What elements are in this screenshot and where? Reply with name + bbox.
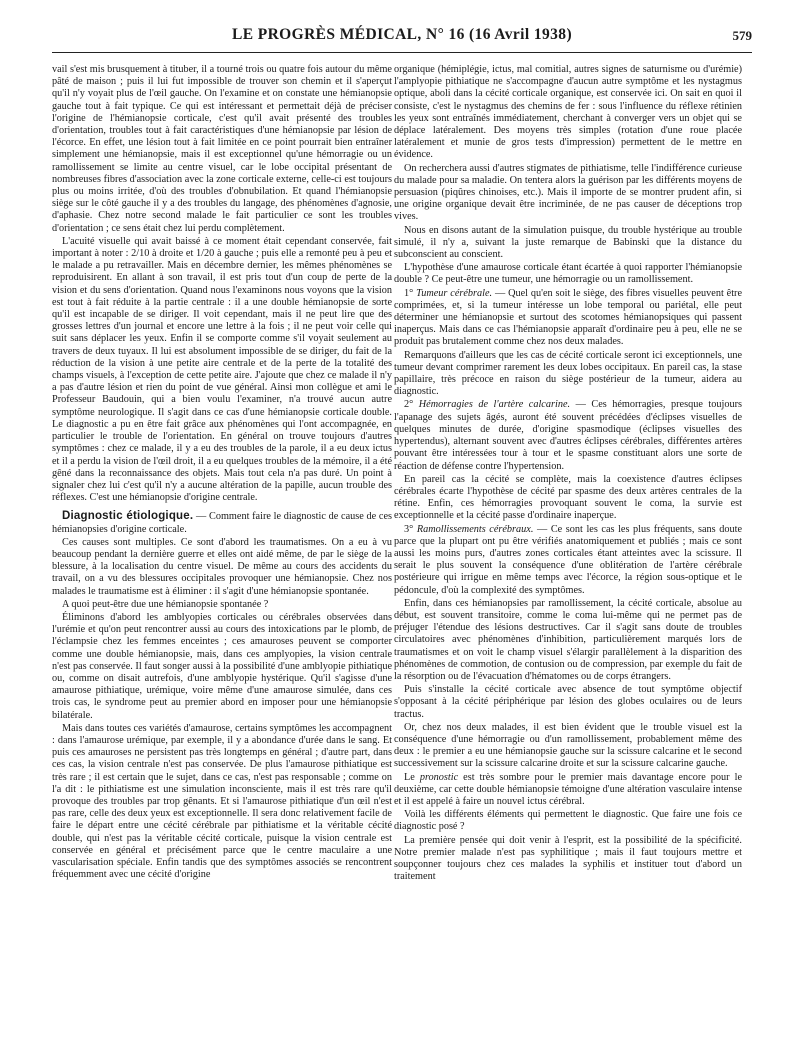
page-header bbox=[52, 14, 752, 53]
subsection-number: 2° bbox=[404, 399, 419, 411]
paragraph bbox=[394, 772, 742, 809]
subsection-paragraph bbox=[394, 524, 742, 597]
section-heading: Diagnostic étiologique. bbox=[62, 510, 194, 523]
paragraph-text: — Quel qu'en soit le siège, des fibres visuelles peuvent être comprimées, et, si la tumeur intéresse un lobe temporal ou pariétal, elle peut déterminer une hémianopsie et surtout des scotomes hémianopsiques qui passent inaperçus. Mais dans ce cas l'hémianopsie apparaît d'ordinaire peu à peu, elle ne se produit pas brutalement comme chez nos deux malades. bbox=[394, 287, 742, 348]
subsection-title: Hémorragies de l'artère calcarine. bbox=[418, 399, 571, 411]
subsection-title: Tumeur cérébrale. bbox=[416, 287, 493, 299]
right-column bbox=[394, 64, 742, 1049]
paragraph-text: est très sombre pour le premier mais davantage encore pour le deuxième, car cette double hémianopsie témoigne d'une altération vasculaire intense et il est appelé à faire un nouvel ictus cérébral. bbox=[394, 771, 742, 807]
paragraph: Voilà les différents éléments qui permettent le diagnostic. Que faire une fois ce diagnostic posé ? bbox=[394, 809, 742, 833]
paragraph: Ces causes sont multiples. Ce sont d'abord les traumatismes. On a eu à vu beaucoup pendant la dernière guerre et elles ont aidé même, de par le siège de la blessure, à la localisation du centre visuel. De même au cours des accidents du travail, on a vu des blessures occipitales provoquer une hémianopsie. Chez nos malades le traumatisme est à éliminer : il s'agit d'une hémianopsie spontanée. bbox=[52, 536, 392, 597]
paragraph: vail s'est mis brusquement à tituber, il a tourné trois ou quatre fois autour du même pâté de maison ; puis il lui fut impossible de trouver son chemin et il s'aperçut qu'il n'y voyait plus de l'œil gauche. On l'examine et on constate une hémianopsie gauche tout à fait typique. Ce qui est intéressant et permettait déjà de préciser l'origine de l'hémianopsie corticale, c'est qu'il avait présenté des troubles d'orientation, troubles tout à fait caractéristiques d'une hémianopsie par lésion de l'écorce. En effet, une lésion tout à fait limitée en ce point pourrait bien entraîner simplement une hémianopsie, mais il est exceptionnel qu'une hémorragie ou un ramollissement se limite au centre visuel, car le lobe occipital présentant de nombreuses fibres d'association avec la zone corticale externe, celle-ci est toujours plus ou moins irritée, d'où des troubles d'obnubilation. Et quand l'hémianopsie siège sur le côté gauche il y a des troubles du langage, des phénomènes d'agnosie, d'aphasie. Chez notre second malade le fait particulier ce sont les troubles d'orientation ; ce sens était chez lui perdu complètement. bbox=[52, 64, 392, 234]
paragraph: Éliminons d'abord les amblyopies corticales ou cérébrales observées dans l'urémie et qu'on peut rencontrer aussi au cours des intoxications par le plomb, de l'éclampsie chez les femmes enceintes ; ces amauroses peuvent se comporter comme une double hémianopsie, mais, dans ces amplyopies, la vision centrale n'est pas conservée. Il faut songer aussi à la possibilité d'une amblyopie pithiatique ou, comme on disait autrefois, d'une amblyopie hystérique. Qu'il s'agisse d'une amaurose pithiatique, urémique, voire même d'une amaurose simulée, dans ces trois cas, le syndrome peut au premier abord en imposer pour une hémianopsie bilatérale. bbox=[52, 611, 392, 721]
paragraph: organique (hémiplégie, ictus, mal comitial, autres signes de saturnisme ou d'urémie) l'amplyopie pithiatique ne s'accompagne d'aucun autre symptôme et les nystagmus optique, aboli dans la cécité corticale organique, est conservée ici. On sait en quoi il consiste, c'est le nystagmus des chemins de fer : sous l'influence du réflexe rétinien les yeux sont entraînés immédiatement, cherchant à converger vers un objet qui se déplace latéralement. Des moyens très simples (rotation d'une roue placée latéralement et munie de gros tests d'impression) permettent de le mettre en évidence. bbox=[394, 64, 742, 161]
subsection-number: 3° bbox=[404, 523, 417, 535]
subsection-paragraph bbox=[394, 399, 742, 472]
section-paragraph bbox=[52, 510, 392, 535]
subsection-title: Ramollissements cérébraux. bbox=[416, 523, 534, 535]
paragraph: On recherchera aussi d'autres stigmates de pithiatisme, telle l'indifférence curieuse du malade pour sa maladie. On tentera alors la guérison par les différents moyens de persuasion (piqûres chinoises, etc.). Mais il importe de se montrer prudent afin, si une origine organique devait être incriminée, de ne pas causer de déceptions trop vives. bbox=[394, 162, 742, 223]
paragraph-text: Le bbox=[404, 771, 420, 783]
paragraph: Mais dans toutes ces variétés d'amaurose, certains symptômes les accompagnent : dans l'amaurose urémique, par exemple, il y a abondance d'urée dans le sang. Et puis ces amauroses ne persistent pas très longtemps en général ; d'autre part, dans ces cas, la vision centrale n'est pas conservée. De plus l'amaurose pithiatique est très rare ; il est certain que le sujet, dans ce cas, n'est pas responsable ; comme on l'a dit : le pithiatisme est une simulation inconsciente, mais il est très rare qu'il provoque des troubles par trop gênants. Et si l'amaurose pithiatique d'un œil n'est pas rare, celle des deux yeux est exceptionnelle. Il sera donc relativement facile de faire le départ entre une cécité cérébrale par pithiatisme et la véritable cécité double, qui n'est pas la véritable cécité corticale, puisque la vision centrale est conservée en général et précisément parce que le centre maculaire a une vascularisation spéciale. Enfin tandis que des symptômes associés se rencontrent fréquemment avec une cécité d'origine bbox=[52, 722, 392, 881]
paragraph: Puis s'installe la cécité corticale avec absence de tout symptôme objectif s'opposant à la cécité périphérique par lésion des globes oculaires ou de leurs tractus. bbox=[394, 684, 742, 720]
paragraph: Remarquons d'ailleurs que les cas de cécité corticale seront ici exceptionnels, une tumeur devant comprimer rarement les deux lobes occipitaux. En pareil cas, la stase papillaire, très précoce en raison du siège postérieur de la tumeur, aidera au diagnostic. bbox=[394, 349, 742, 398]
paragraph-text: — Comment faire le diagnostic de cause de ces hémianopsies d'origine corticale. bbox=[52, 511, 392, 535]
paragraph: Nous en disons autant de la simulation puisque, du trouble hystérique au trouble simulé, il n'y a, suivant la juste remarque de Babinski que la distance du subconscient au conscient. bbox=[394, 224, 742, 261]
paragraph: Enfin, dans ces hémianopsies par ramollissement, la cécité corticale, absolue au début, est souvent transitoire, comme le coma lui-même qui ne permet pas de préjuger l'étendue des lésions destructives. Car il s'agit sans doute de troubles circulatoires avec phénomènes d'inhibition, particulièrement marqués lors de traumatismes et on voit le champ visuel s'élargir parallèlement à la disparition des phénomènes de commotion, de contusion ou de compression, par exemple du fait de la résorption ou de l'évacuation d'hématomes ou de corps étrangers. bbox=[394, 597, 742, 682]
paragraph: L'hypothèse d'une amaurose corticale étant écartée à quoi rapporter l'hémianopsie double ? Ce peut-être une tumeur, une hémorragie ou un ramollissement. bbox=[394, 262, 742, 286]
subsection-number: 1° bbox=[404, 287, 417, 299]
emphasis: pronostic bbox=[419, 771, 459, 783]
page-number: 579 bbox=[732, 28, 752, 43]
running-title: LE PROGRÈS MÉDICAL, N° 16 (16 Avril 1938) bbox=[231, 26, 573, 43]
paragraph-text: — Ce sont les cas les plus fréquents, sans doute parce que la plupart ont pu être vérifiés anatomiquement et publiés ; mais ce sont aussi les moins purs, d'autres zones corticales étant atteintes avec la scissure. Il serait le plus souvent la conséquence d'une oblitération de l'artère cérébrale postérieure qui irrigue en même temps avec l'écorce, la région sous-optique et le pédoncule, d'où la complexité des symptômes. bbox=[394, 523, 742, 596]
paragraph: En pareil cas la cécité se complète, mais la coexistence d'autres éclipses cérébrales écarte l'hypothèse de cécité par spasme des deux artères centrales de la rétine. Enfin, ces hémorragies provoquant souvent le coma, la survie est exceptionnelle et la cécité passe d'ordinaire inaperçue. bbox=[394, 473, 742, 522]
subsection-paragraph bbox=[394, 288, 742, 349]
paragraph: Or, chez nos deux malades, il est bien évident que le trouble visuel est la conséquence d'une hémorragie ou d'un ramollissement, probablement même des deux : le premier a eu une hémianopsie gauche sur la scissure calcarine et le second successivement sur la scissure calcarine droite et sur la scissure calcarine gauche. bbox=[394, 721, 742, 770]
paragraph: A quoi peut-être due une hémianopsie spontanée ? bbox=[62, 598, 269, 610]
paragraph: L'acuité visuelle qui avait baissé à ce moment était cependant conservée, fait important à noter : 2/10 à droite et 1/20 à gauche ; puis elle a remonté peu à peu et le malade a pu retravailler. Mais en décembre dernier, les mêmes phénomènes se reproduisirent. En allant à son travail, il est pris tout d'un coup de perte de la vision et du sens d'orientation. Quand nous l'examinons nous voyons que la vision est tout à fait réduite à la partie centrale : il a une double hémianopsie de sorte qu'il est incapable de se diriger. Il voit cependant, mais il ne peut lire que des grosses lettres d'un journal et encore une lettre à la fois ; il ne peut voir celle qui suit sans déplacer les yeux. Enfin il se comporte comme s'il voyait seulement au travers de deux tuyaux. Il lui est absolument impossible de se diriger, du fait de la réduction de la vision à une petite aire centrale et de la perte de la totalité des champs visuels, à l'exception de cette petite aire. J'ajoute que chez ce malade il n'y a pas d'autre lésion et rien du point de vue général. Ainsi mon collègue et ami le Professeur Baudouin, qui a bien voulu l'examiner, n'a trouvé aucun autre symptôme neurologique. Il s'agit dans ce cas d'une hémianopsie corticale double. Le diagnostic a pu en être fait grâce aux phénomènes qui l'ont accompagnée, en particulier le trouble de l'orientation. En général on trouve toujours d'autres symptômes : chez ce malade, il y a eu des troubles de la parole, il a eu deux ictus et il a perdu la vision de l'œil droit, il a eu quelques troubles de la mémoire, il a été gêné dans la reconnaissance des objets. Mais tout cela n'a pas duré. Un point à signaler chez lui c'est qu'il n'y a aucune altération de la papille, aucun trouble des réflexes. C'est une hémianopsie d'origine centrale. bbox=[52, 235, 392, 504]
paragraph: La première pensée qui doit venir à l'esprit, est la possibilité de la spécificité. Notre premier malade n'est pas syphilitique ; mais il faut toujours mettre et soupçonner toujours chez ces malades la syphilis et instituer tout d'abord un traitement bbox=[394, 834, 742, 883]
paragraph-text: — Ces hémorragies, presque toujours l'apanage des sujets âgés, auront été souvent précédées d'éclipses visuelles de quelques minutes de durée, d'origine spasmodique (éclipses visuelles des hypertendus), alternant souvent avec d'autres éclipses cérébrales, différentes artères pouvant être intéressées tour à tour et le spasme constituant alors une sorte de réaction de défense contre l'hypertension. bbox=[394, 399, 742, 472]
left-column bbox=[52, 64, 392, 1049]
